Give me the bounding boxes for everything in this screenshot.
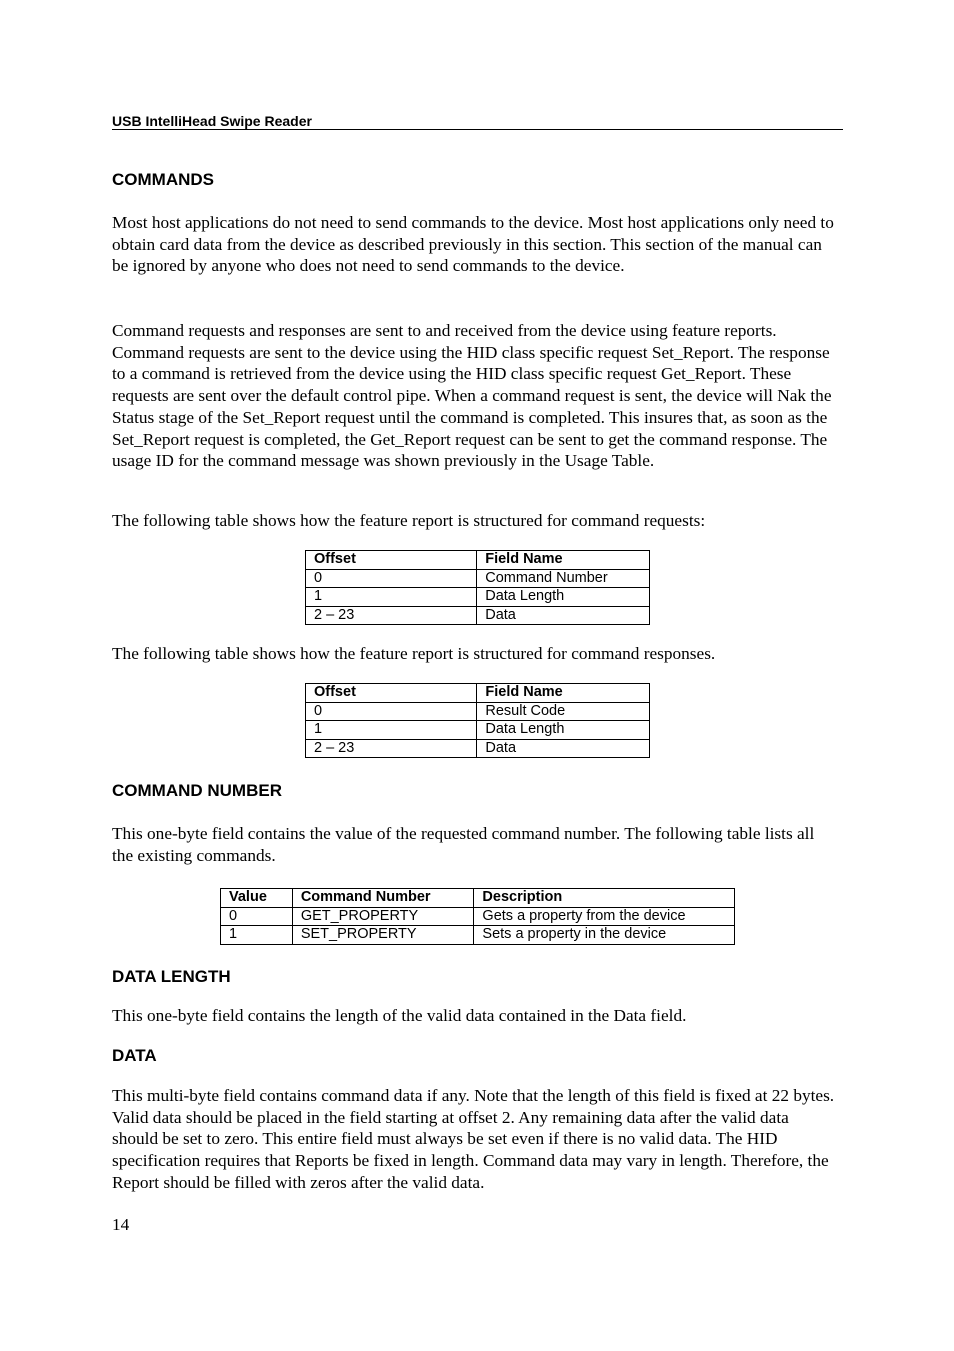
- table-cell: Sets a property in the device: [474, 926, 735, 945]
- table-cell: Data: [477, 739, 650, 758]
- page-number: 14: [112, 1215, 130, 1234]
- table-row: [221, 926, 735, 945]
- paragraph-command-requests: Command requests and responses are sent to and received from the device using feature reports. Command requests are sent to the device using the HID class specific request Set_Report. The response to a command is retrieved from the device using the HID class specific request Get_Report. These requests are sent over the default control pipe. When a command request is sent, the device will Nak the Status stage of the Set_Report request until the command is completed. This insures that, as soon as the Set_Report request is completed, the Get_Report request can be sent to get the command response. The usage ID for the command message was shown previously in the Usage Table.: [112, 321, 832, 471]
- table-cell: 0: [306, 569, 477, 588]
- table-row: [306, 569, 650, 588]
- table-header-row: [306, 684, 650, 703]
- request-structure-table: [305, 550, 650, 625]
- section-heading-data-length: DATA LENGTH: [112, 967, 231, 986]
- command-list-table: [220, 888, 735, 945]
- table-row: [306, 606, 650, 625]
- table-cell: Data Length: [477, 588, 650, 607]
- paragraph-data: This multi-byte field contains command data if any. Note that the length of this field is fixed at 22 bytes. Valid data should be placed in the field starting at offset 2. Any remaining data after the valid data should be set to zero. This entire field must always be set even if there is no valid data. The HID specification requires that Reports be fixed in length. Command data may vary in length. Therefore, the Report should be filled with zeros after the valid data.: [112, 1086, 835, 1192]
- table-header-cell: Offset: [306, 684, 477, 703]
- paragraph-data-length: This one-byte field contains the length of the valid data contained in the Data field.: [112, 1006, 687, 1025]
- table-row: [306, 721, 650, 740]
- table-header-cell: Field Name: [477, 551, 650, 570]
- table-cell: 1: [306, 588, 477, 607]
- paragraph-command-number: This one-byte field contains the value of the requested command number. The following table lists all the existing commands.: [112, 824, 815, 865]
- section-heading-commands: COMMANDS: [112, 170, 214, 189]
- table-cell: 2 – 23: [306, 739, 477, 758]
- table-cell: Data: [477, 606, 650, 625]
- table-cell: Result Code: [477, 702, 650, 721]
- paragraph-response-table-intro: The following table shows how the feature report is structured for command responses.: [112, 644, 716, 663]
- table-cell: 2 – 23: [306, 606, 477, 625]
- running-header: USB IntelliHead Swipe Reader: [112, 113, 843, 130]
- table-cell: 1: [306, 721, 477, 740]
- section-heading-data: DATA: [112, 1046, 157, 1065]
- table-row: [306, 702, 650, 721]
- table-header-row: [306, 551, 650, 570]
- table-cell: GET_PROPERTY: [292, 907, 474, 926]
- table-header-cell: Command Number: [292, 889, 474, 908]
- table-row: [306, 588, 650, 607]
- table-cell: Command Number: [477, 569, 650, 588]
- table-cell: Gets a property from the device: [474, 907, 735, 926]
- table-header-cell: Field Name: [477, 684, 650, 703]
- response-structure-table: [305, 683, 650, 758]
- paragraph-request-table-intro: The following table shows how the feature report is structured for command requests:: [112, 511, 706, 530]
- table-row: [221, 907, 735, 926]
- table-header-cell: Description: [474, 889, 735, 908]
- table-cell: Data Length: [477, 721, 650, 740]
- table-header-cell: Offset: [306, 551, 477, 570]
- table-row: [306, 739, 650, 758]
- table-cell: 0: [221, 907, 293, 926]
- table-header-row: [221, 889, 735, 908]
- table-cell: 0: [306, 702, 477, 721]
- section-heading-command-number: COMMAND NUMBER: [112, 781, 282, 800]
- table-cell: SET_PROPERTY: [292, 926, 474, 945]
- paragraph-commands-intro: Most host applications do not need to send commands to the device. Most host applications only need to obtain card data from the device as described previously in this section. This section of the manual can be ignored by anyone who does not need to send commands to the device.: [112, 213, 834, 276]
- table-header-cell: Value: [221, 889, 293, 908]
- table-cell: 1: [221, 926, 293, 945]
